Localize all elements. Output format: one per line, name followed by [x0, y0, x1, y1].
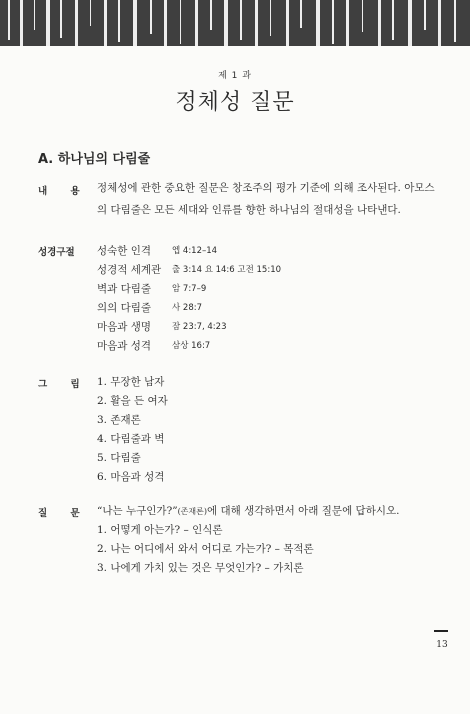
header-stripe: [34, 0, 35, 30]
list-item: 3. 존재론: [97, 414, 141, 426]
scripture-reference: 암 7:7–9: [172, 284, 207, 294]
scripture-reference: 엡 4:12–14: [172, 246, 218, 256]
scripture-topic: 마음과 생명: [97, 321, 152, 333]
header-stripe: [133, 0, 137, 46]
list-item: 6. 마음과 성격: [97, 471, 165, 483]
questions-intro: [97, 503, 399, 518]
questions-intro-rest: 에 대해 생각하면서 아래 질문에 답하시오.: [207, 505, 400, 517]
list-item: 1. 무장한 남자: [97, 376, 165, 388]
page-title: 정체성 질문: [175, 90, 295, 115]
scripture-reference: 잠 23:7, 4:23: [172, 322, 227, 332]
header-stripe: [224, 0, 228, 46]
scripture-topic: 성경적 세계관: [97, 264, 162, 276]
section-heading: A. 하나님의 다림줄: [38, 152, 151, 167]
header-stripe: [46, 0, 50, 46]
scripture-reference: 삼상 16:7: [172, 341, 211, 351]
header-stripe: [150, 0, 152, 34]
header-stripe: [75, 0, 78, 46]
page-number: 13: [436, 640, 448, 650]
list-item: 4. 다림줄과 벽: [97, 433, 165, 445]
header-stripe: [164, 0, 167, 46]
questions-intro-quote: “나는 누구인가?”: [97, 505, 178, 517]
header-stripe: [60, 0, 62, 38]
header-stripe: [8, 0, 10, 40]
list-item: 3. 나에게 가치 있는 것은 무엇인가? – 가치론: [97, 562, 304, 574]
header-stripe: [20, 0, 23, 46]
questions-label: 질 문: [38, 508, 90, 519]
scripture-topic: 마음과 성격: [97, 340, 152, 352]
header-stripe: [180, 0, 181, 44]
list-item: 1. 어떻게 아는가? – 인식론: [97, 524, 223, 536]
header-stripe: [270, 0, 271, 36]
header-stripe: [408, 0, 412, 46]
scripture-reference: 사 28:7: [172, 303, 203, 313]
header-stripe: [332, 0, 334, 44]
list-item: 2. 나는 어디에서 와서 어디로 가는가? – 목적론: [97, 543, 314, 555]
header-stripe: [104, 0, 107, 46]
header-stripe: [316, 0, 320, 46]
header-stripe: [255, 0, 258, 46]
header-stripe: [286, 0, 289, 46]
list-item: 5. 다림줄: [97, 452, 141, 464]
header-stripe: [362, 0, 363, 32]
header-stripe: [90, 0, 91, 26]
scripture-label: 성경구절: [38, 247, 75, 258]
list-item: 2. 활을 든 여자: [97, 395, 168, 407]
content-label: 내 용: [38, 186, 90, 197]
page-number-rule: [434, 630, 448, 632]
header-stripe: [210, 0, 212, 30]
questions-intro-note: (존재론): [177, 507, 207, 516]
scripture-topic: 벽과 다림줄: [97, 283, 152, 295]
content-text: 정체성에 관한 중요한 질문은 창조주의 평가 기준에 의해 조사된다. 아모스의 다림줄은 모든 세대와 인류를 향한 하나님의 절대성을 나타낸다.: [97, 182, 435, 216]
header-stripe: [118, 0, 120, 42]
header-stripe: [300, 0, 302, 28]
scripture-topic: 의의 다림줄: [97, 302, 152, 314]
lesson-label: 제 1 과: [218, 71, 252, 81]
header-stripe: [454, 0, 456, 42]
header-stripe: [346, 0, 349, 46]
header-stripe: [392, 0, 394, 40]
header-stripe: [438, 0, 441, 46]
scripture-topic: 성숙한 인격: [97, 245, 152, 257]
header-stripe: [424, 0, 426, 30]
pictures-label: 그 림: [38, 379, 90, 390]
header-stripe: [195, 0, 198, 46]
header-stripe: [240, 0, 242, 40]
header-stripe-band: [0, 0, 470, 46]
scripture-reference: 출 3:14 요 14:6 고전 15:10: [172, 265, 282, 275]
header-stripe: [378, 0, 381, 46]
